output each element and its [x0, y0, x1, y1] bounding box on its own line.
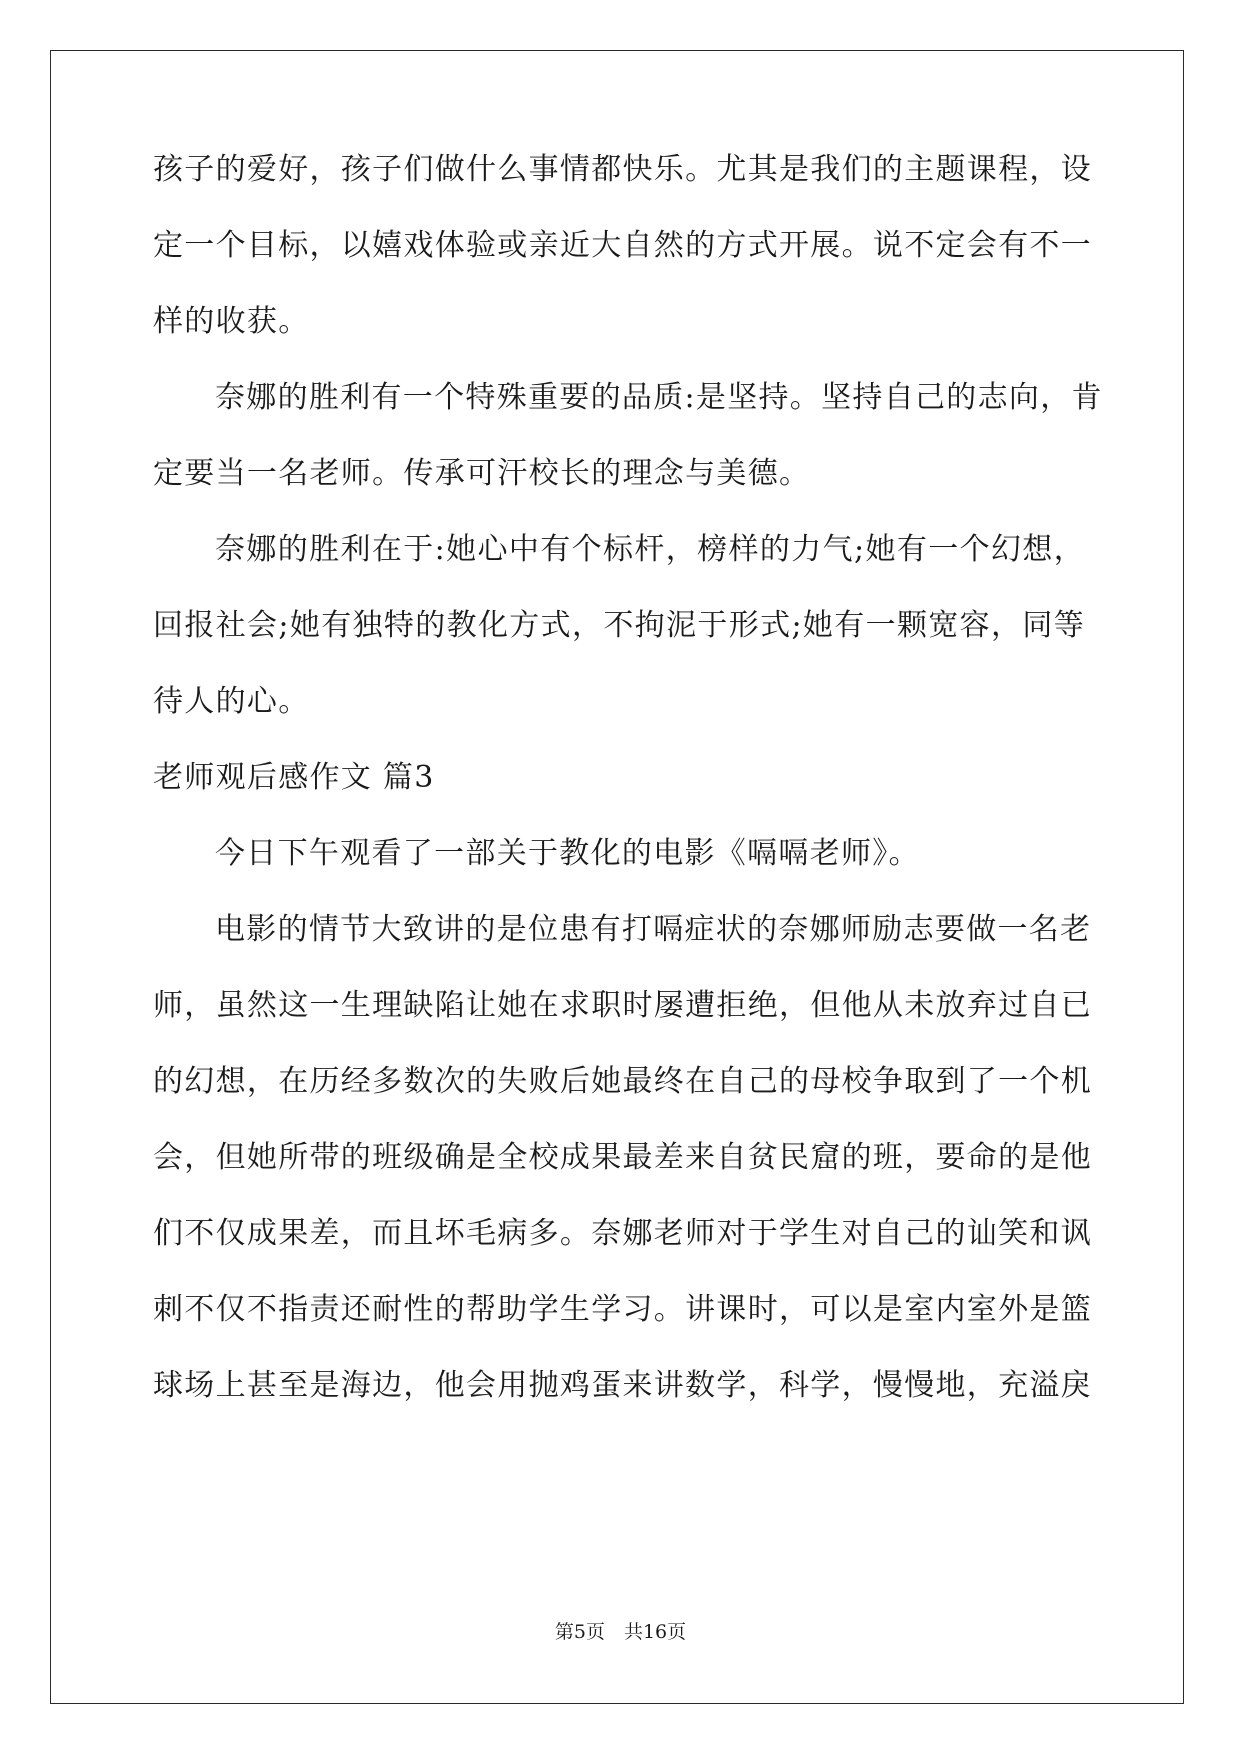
- text-line: 师，虽然这一生理缺陷让她在求职时屡遭拒绝，但他从未放弃过自已: [153, 988, 1092, 1023]
- text-line: 电影的情节大致讲的是位患有打嗝症状的奈娜师励志要做一名老: [215, 912, 1092, 947]
- text-line: 奈娜的胜利在于:她心中有个标杆，榜样的力气;她有一个幻想，: [215, 532, 1085, 567]
- section-heading: 老师观后感作文 篇3: [153, 760, 435, 795]
- text-line: 定要当一名老师。传承可汗校长的理念与美德。: [153, 456, 811, 491]
- page-border: [50, 50, 1184, 1704]
- text-line: 奈娜的胜利有一个特殊重要的品质:是坚持。坚持自己的志向，肯: [215, 380, 1103, 415]
- text-line: 刺不仅不指责还耐性的帮助学生学习。讲课时，可以是室内室外是篮: [153, 1292, 1092, 1327]
- text-line: 们不仅成果差，而且坏毛病多。奈娜老师对于学生对自己的讪笑和讽: [153, 1216, 1092, 1251]
- text-line: 定一个目标，以嬉戏体验或亲近大自然的方式开展。说不定会有不一: [153, 228, 1092, 263]
- text-line: 样的收获。: [153, 304, 310, 339]
- text-line: 回报社会;她有独特的教化方式，不拘泥于形式;她有一颗宽容，同等: [153, 608, 1085, 643]
- text-line: 的幻想，在历经多数次的失败后她最终在自己的母校争取到了一个机: [153, 1064, 1092, 1099]
- page-number-footer: 第5页 共16页: [554, 1621, 687, 1643]
- text-line: 孩子的爱好，孩子们做什么事情都快乐。尤其是我们的主题课程，设: [153, 152, 1092, 187]
- text-line: 会，但她所带的班级确是全校成果最差来自贫民窟的班，要命的是他: [153, 1140, 1092, 1175]
- text-line: 球场上甚至是海边，他会用抛鸡蛋来讲数学，科学，慢慢地，充溢戾: [153, 1368, 1092, 1403]
- text-line: 今日下午观看了一部关于教化的电影《嗝嗝老师》。: [215, 836, 920, 871]
- text-line: 待人的心。: [153, 684, 310, 719]
